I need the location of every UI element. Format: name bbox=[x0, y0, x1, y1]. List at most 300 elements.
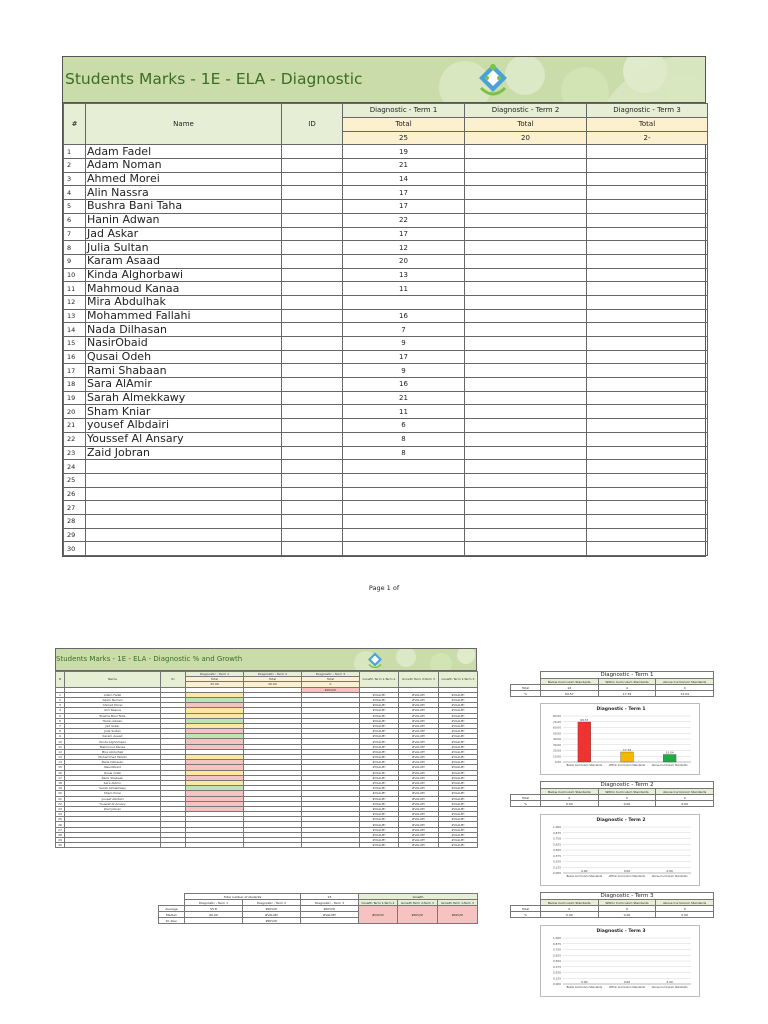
student-row bbox=[64, 350, 708, 364]
growth-row-name: Mahmoud Kanaa bbox=[65, 744, 161, 749]
chart-bar bbox=[621, 752, 634, 762]
summary-avg-t1: 55.8 bbox=[185, 906, 243, 912]
growth-row-term3 bbox=[302, 843, 360, 848]
col-header-term2: Diagnostic - Term 2 bbox=[465, 104, 587, 118]
student-term2-score bbox=[465, 473, 587, 487]
chart-y-tick-label: 0.500 bbox=[552, 959, 561, 963]
student-term3-score bbox=[587, 542, 708, 556]
growth-col-g13: Growth Term 1-Term 3 bbox=[439, 672, 478, 688]
growth-row-g12: #VALUE! bbox=[360, 838, 399, 843]
growth-row-g23: #VALUE! bbox=[399, 812, 439, 817]
growth-row-name: Mira Abdulhak bbox=[65, 749, 161, 754]
student-number: 29 bbox=[64, 528, 86, 542]
growth-row-name: Rami Shabaan bbox=[65, 775, 161, 780]
growth-row-g13: #VALUE! bbox=[439, 832, 478, 837]
student-term1-score bbox=[343, 487, 465, 501]
term3-category-table bbox=[510, 892, 714, 918]
growth-row-g13: #VALUE! bbox=[439, 718, 478, 723]
chart-data-label: 0.00 bbox=[666, 869, 673, 873]
growth-row-g12: #VALUE! bbox=[360, 843, 399, 848]
term1-pct-within: 17.39 bbox=[598, 691, 656, 697]
student-term3-score bbox=[587, 364, 708, 378]
summary-g12-value: #DIV/0! bbox=[359, 906, 398, 924]
student-term2-score bbox=[465, 364, 587, 378]
student-name: Hanin Adwan bbox=[86, 213, 282, 227]
growth-row-number: 1 bbox=[56, 692, 65, 697]
growth-row-g13: #VALUE! bbox=[439, 812, 478, 817]
term1-chart-svg bbox=[541, 704, 701, 776]
col-header-number: # bbox=[64, 104, 86, 145]
term2-pct-below: 0.00 bbox=[541, 801, 599, 807]
student-term3-score bbox=[587, 405, 708, 419]
student-number: 15 bbox=[64, 337, 86, 351]
student-number: 18 bbox=[64, 378, 86, 392]
summary-growth-label: Growth bbox=[359, 894, 478, 900]
growth-row-g13: #VALUE! bbox=[439, 827, 478, 832]
student-term1-score: 13 bbox=[343, 268, 465, 282]
student-name: Kinda Alghorbawi bbox=[86, 268, 282, 282]
term1-total-below: 16 bbox=[541, 685, 599, 691]
chart-category-label: Within Curriculum Standards bbox=[609, 986, 645, 989]
growth-row-g23: #VALUE! bbox=[399, 734, 439, 739]
growth-row-g13: #VALUE! bbox=[439, 729, 478, 734]
growth-row-number: 10 bbox=[56, 739, 65, 744]
growth-row-g12: #VALUE! bbox=[360, 806, 399, 811]
student-id bbox=[282, 542, 343, 556]
student-term3-score bbox=[587, 159, 708, 173]
term2-block bbox=[510, 781, 714, 878]
growth-row-g12: #VALUE! bbox=[360, 723, 399, 728]
student-row bbox=[64, 432, 708, 446]
student-term2-score bbox=[465, 295, 587, 309]
summary-t3-label: Diagnostic - Term 3 bbox=[301, 900, 359, 906]
growth-row-name: Bushra Bani Taha bbox=[65, 713, 161, 718]
growth-row-name bbox=[65, 843, 161, 848]
chart-y-tick-label: 50.00 bbox=[552, 731, 561, 736]
student-name: Youssef Al Ansary bbox=[86, 432, 282, 446]
student-row bbox=[64, 172, 708, 186]
student-row bbox=[64, 268, 708, 282]
student-row bbox=[64, 186, 708, 200]
student-id bbox=[282, 514, 343, 528]
student-number: 2 bbox=[64, 159, 86, 173]
summary-median-label: Median bbox=[159, 912, 185, 918]
growth-row-number: 3 bbox=[56, 703, 65, 708]
term1-cat-above: Above Curriculum Standards bbox=[656, 679, 714, 685]
student-term2-score bbox=[465, 282, 587, 296]
summary-total-students-label: Total number of students bbox=[185, 894, 301, 900]
term2-total-within: 0 bbox=[598, 795, 656, 801]
growth-col-name: Name bbox=[65, 672, 161, 688]
term3-total-label: Total bbox=[587, 117, 708, 131]
chart-y-tick-label: 70.00 bbox=[552, 719, 561, 724]
term3-total-below: 0 bbox=[541, 906, 599, 912]
chart-category-label: Below Curriculum Standards bbox=[566, 986, 603, 989]
growth-row-g12: #VALUE! bbox=[360, 744, 399, 749]
student-term3-score bbox=[587, 446, 708, 460]
chart-y-tick-label: 0.875 bbox=[552, 941, 561, 946]
growth-col-g23: Growth Term 2-Term 3 bbox=[399, 672, 439, 688]
chart-data-label: 0.00 bbox=[581, 980, 588, 984]
term2-pct-above: 0.00 bbox=[656, 801, 714, 807]
student-row bbox=[64, 227, 708, 241]
student-row bbox=[64, 295, 708, 309]
chart-y-tick-label: 0.000 bbox=[552, 982, 561, 986]
student-term2-score bbox=[465, 268, 587, 282]
student-term2-score bbox=[465, 405, 587, 419]
growth-row-name: Sara AlAmir bbox=[65, 780, 161, 785]
growth-row-name: Hanin Adwan bbox=[65, 718, 161, 723]
summary-t1-label: Diagnostic - Term 1 bbox=[185, 900, 243, 906]
chart-data-label: 17.39 bbox=[622, 748, 632, 753]
student-id bbox=[282, 364, 343, 378]
growth-sheet-title-bar bbox=[55, 648, 477, 671]
student-name: Mohammed Fallahi bbox=[86, 309, 282, 323]
growth-row-g23: #VALUE! bbox=[399, 806, 439, 811]
student-term1-score: 11 bbox=[343, 405, 465, 419]
col-header-term3: Diagnostic - Term 3 bbox=[587, 104, 708, 118]
chart-category-label: Below Curriculum Standards bbox=[566, 764, 603, 767]
term1-total-above: 4 bbox=[656, 685, 714, 691]
growth-row-number: 11 bbox=[56, 744, 65, 749]
growth-row-name: Alin Nassra bbox=[65, 708, 161, 713]
student-term2-score bbox=[465, 309, 587, 323]
student-number: 28 bbox=[64, 514, 86, 528]
growth-row-g13: #VALUE! bbox=[439, 692, 478, 697]
growth-row-name: Sarah Almekkawy bbox=[65, 786, 161, 791]
student-term1-score: 14 bbox=[343, 172, 465, 186]
student-id bbox=[282, 159, 343, 173]
student-term2-score bbox=[465, 186, 587, 200]
student-name bbox=[86, 542, 282, 556]
term1-block bbox=[510, 671, 714, 767]
student-term3-score bbox=[587, 350, 708, 364]
chart-data-label: 13.04 bbox=[665, 750, 674, 755]
school-logo-icon bbox=[475, 60, 511, 98]
growth-row-g23: #VALUE! bbox=[399, 703, 439, 708]
chart-y-tick-label: 0.125 bbox=[552, 865, 561, 870]
student-number: 13 bbox=[64, 309, 86, 323]
growth-row-g13: #VALUE! bbox=[439, 801, 478, 806]
growth-row-g23: #VALUE! bbox=[399, 801, 439, 806]
student-number: 10 bbox=[64, 268, 86, 282]
growth-row-number: 4 bbox=[56, 708, 65, 713]
growth-row-name: yousef Albdairi bbox=[65, 796, 161, 801]
term2-total-value: 20 bbox=[465, 131, 587, 145]
growth-t1-total: 25.00 bbox=[186, 682, 244, 687]
growth-row-number: 16 bbox=[56, 770, 65, 775]
col-header-name: Name bbox=[86, 104, 282, 145]
student-row bbox=[64, 473, 708, 487]
term2-category-table bbox=[510, 781, 714, 807]
growth-row-g23: #VALUE! bbox=[399, 760, 439, 765]
growth-row-g12: #VALUE! bbox=[360, 791, 399, 796]
student-term1-score: 6 bbox=[343, 419, 465, 433]
student-term1-score: 12 bbox=[343, 241, 465, 255]
student-term1-score: 9 bbox=[343, 364, 465, 378]
student-name: Rami Shabaan bbox=[86, 364, 282, 378]
student-number: 20 bbox=[64, 405, 86, 419]
chart-y-tick-label: 60.00 bbox=[552, 725, 561, 730]
chart-y-tick-label: 0.375 bbox=[552, 964, 561, 969]
term3-chart bbox=[540, 925, 700, 997]
student-term3-score bbox=[587, 268, 708, 282]
growth-row-number: 18 bbox=[56, 780, 65, 785]
student-term1-score: 17 bbox=[343, 227, 465, 241]
term2-chart bbox=[540, 814, 700, 886]
growth-row-g23: #VALUE! bbox=[399, 838, 439, 843]
student-term2-score bbox=[465, 514, 587, 528]
growth-title-decoration bbox=[326, 649, 476, 671]
growth-row-g23: #VALUE! bbox=[399, 708, 439, 713]
chart-y-tick-label: 80.00 bbox=[552, 714, 561, 718]
summary-std-label: St. Dev. bbox=[159, 918, 185, 924]
growth-t3-error: #DIV/0! bbox=[302, 687, 360, 692]
student-term2-score bbox=[465, 460, 587, 474]
term2-chart-svg bbox=[541, 815, 701, 887]
chart-y-tick-label: 1.000 bbox=[552, 936, 561, 940]
student-name: Adam Fadel bbox=[86, 145, 282, 159]
student-term3-score bbox=[587, 295, 708, 309]
student-name: Mahmoud Kanaa bbox=[86, 282, 282, 296]
student-term2-score bbox=[465, 350, 587, 364]
student-name: Qusai Odeh bbox=[86, 350, 282, 364]
student-term2-score bbox=[465, 200, 587, 214]
term3-total-above: 0 bbox=[656, 906, 714, 912]
chart-data-label: 0.00 bbox=[581, 869, 588, 873]
term3-cat-below: Below Curriculum Standards bbox=[541, 900, 599, 906]
student-name bbox=[86, 514, 282, 528]
chart-y-tick-label: 30.00 bbox=[552, 742, 561, 747]
student-id bbox=[282, 337, 343, 351]
student-name bbox=[86, 460, 282, 474]
summary-median-t1: 60.00 bbox=[185, 912, 243, 918]
growth-row-g12: #VALUE! bbox=[360, 697, 399, 702]
growth-row-g13: #VALUE! bbox=[439, 838, 478, 843]
summary-students-count: 23 bbox=[301, 894, 359, 900]
growth-row-g13: #VALUE! bbox=[439, 791, 478, 796]
growth-row-g23: #VALUE! bbox=[399, 817, 439, 822]
term1-total-value: 25 bbox=[343, 131, 465, 145]
term3-total-row-label: Total bbox=[511, 906, 541, 912]
student-id bbox=[282, 186, 343, 200]
student-term1-score bbox=[343, 460, 465, 474]
growth-row-g13: #VALUE! bbox=[439, 760, 478, 765]
growth-row-g23: #VALUE! bbox=[399, 843, 439, 848]
growth-row-g12: #VALUE! bbox=[360, 749, 399, 754]
chart-y-tick-label: 20.00 bbox=[552, 748, 561, 753]
summary-std-t3 bbox=[301, 918, 359, 924]
growth-row-g12: #VALUE! bbox=[360, 703, 399, 708]
growth-row-g13: #VALUE! bbox=[439, 708, 478, 713]
growth-sheet-title: Students Marks - 1E - ELA - Diagnostic % and Growth bbox=[56, 655, 243, 663]
term1-total-within: 4 bbox=[598, 685, 656, 691]
student-term2-score bbox=[465, 487, 587, 501]
student-rows bbox=[64, 145, 708, 556]
student-term2-score bbox=[465, 241, 587, 255]
chart-data-label: 0.00 bbox=[623, 980, 631, 984]
student-number: 22 bbox=[64, 432, 86, 446]
term1-pct-row-label: % bbox=[511, 691, 541, 697]
col-header-id: ID bbox=[282, 104, 343, 145]
growth-row-name: Qusai Odeh bbox=[65, 770, 161, 775]
growth-row-name: Zaid Jobran bbox=[65, 806, 161, 811]
summary-avg-t2: #DIV/0! bbox=[243, 906, 301, 912]
growth-col-term3: Diagnostic - Term 3 bbox=[302, 672, 360, 677]
student-id bbox=[282, 200, 343, 214]
growth-row-g12: #VALUE! bbox=[360, 734, 399, 739]
chart-y-tick-label: 0.125 bbox=[552, 976, 561, 981]
growth-row-g12: #VALUE! bbox=[360, 832, 399, 837]
student-term1-score: 22 bbox=[343, 213, 465, 227]
student-number: 12 bbox=[64, 295, 86, 309]
growth-row-g23: #VALUE! bbox=[399, 796, 439, 801]
student-name: Sara AlAmir bbox=[86, 378, 282, 392]
growth-row-g23: #VALUE! bbox=[399, 765, 439, 770]
growth-row-name: Mohammed Fallahi bbox=[65, 755, 161, 760]
growth-row-g12: #VALUE! bbox=[360, 817, 399, 822]
growth-row-g13: #VALUE! bbox=[439, 817, 478, 822]
term2-pct-within: 0.00 bbox=[598, 801, 656, 807]
term2-total-above: 0 bbox=[656, 795, 714, 801]
term3-total-within: 0 bbox=[598, 906, 656, 912]
sheet-title-bar bbox=[63, 57, 705, 103]
student-name: Adam Noman bbox=[86, 159, 282, 173]
student-number: 26 bbox=[64, 487, 86, 501]
student-id bbox=[282, 323, 343, 337]
student-term1-score bbox=[343, 514, 465, 528]
student-term3-score bbox=[587, 145, 708, 159]
growth-row-g13: #VALUE! bbox=[439, 770, 478, 775]
growth-row-g12: #VALUE! bbox=[360, 801, 399, 806]
term1-total-row-label: Total bbox=[511, 685, 541, 691]
growth-row-g23: #VALUE! bbox=[399, 780, 439, 785]
student-name bbox=[86, 473, 282, 487]
growth-row-g13: #VALUE! bbox=[439, 796, 478, 801]
growth-row-g23: #VALUE! bbox=[399, 739, 439, 744]
student-name bbox=[86, 528, 282, 542]
term1-pct-above: 13.04 bbox=[656, 691, 714, 697]
student-row bbox=[64, 378, 708, 392]
growth-row-g12: #VALUE! bbox=[360, 822, 399, 827]
growth-row-name: Nada Dilhasan bbox=[65, 760, 161, 765]
growth-row-number: 25 bbox=[56, 817, 65, 822]
student-id bbox=[282, 350, 343, 364]
growth-row-g13: #VALUE! bbox=[439, 765, 478, 770]
student-term3-score bbox=[587, 501, 708, 515]
student-name: Jad Askar bbox=[86, 227, 282, 241]
student-number: 14 bbox=[64, 323, 86, 337]
chart-y-tick-label: 40.00 bbox=[552, 737, 561, 741]
student-name: Sham Kniar bbox=[86, 405, 282, 419]
student-name: Julia Sultan bbox=[86, 241, 282, 255]
growth-row-g13: #VALUE! bbox=[439, 697, 478, 702]
student-id bbox=[282, 172, 343, 186]
student-term3-score bbox=[587, 241, 708, 255]
student-term3-score bbox=[587, 309, 708, 323]
growth-row-g12: #VALUE! bbox=[360, 729, 399, 734]
col-header-term1: Diagnostic - Term 1 bbox=[343, 104, 465, 118]
growth-row-g13: #VALUE! bbox=[439, 749, 478, 754]
summary-g13-label: Growth Term 1-Term 3 bbox=[438, 900, 478, 906]
chart-bar bbox=[578, 722, 591, 762]
student-term1-score: 11 bbox=[343, 282, 465, 296]
chart-y-tick-label: 0.250 bbox=[552, 970, 561, 975]
student-term1-score: 19 bbox=[343, 145, 465, 159]
growth-row-number: 14 bbox=[56, 760, 65, 765]
term2-total-row-label: Total bbox=[511, 795, 541, 801]
growth-t2-total-label: Total bbox=[244, 677, 302, 682]
student-term1-score: 20 bbox=[343, 254, 465, 268]
growth-row-g12: #VALUE! bbox=[360, 765, 399, 770]
growth-row-g13: #VALUE! bbox=[439, 734, 478, 739]
growth-row-g23: #VALUE! bbox=[399, 786, 439, 791]
student-number: 23 bbox=[64, 446, 86, 460]
student-number: 11 bbox=[64, 282, 86, 296]
student-id bbox=[282, 227, 343, 241]
growth-row-g23: #VALUE! bbox=[399, 729, 439, 734]
growth-row-number: 13 bbox=[56, 755, 65, 760]
growth-row-g13: #VALUE! bbox=[439, 744, 478, 749]
student-term1-score: 9 bbox=[343, 337, 465, 351]
student-row bbox=[64, 391, 708, 405]
growth-row-number: 21 bbox=[56, 796, 65, 801]
student-id bbox=[282, 145, 343, 159]
summary-t2-label: Diagnostic - Term 2 bbox=[243, 900, 301, 906]
student-id bbox=[282, 405, 343, 419]
term3-total-value: 2- bbox=[587, 131, 708, 145]
growth-row-number: 9 bbox=[56, 734, 65, 739]
growth-row-g23: #VALUE! bbox=[399, 791, 439, 796]
growth-row-g13: #VALUE! bbox=[439, 775, 478, 780]
growth-row-name: Julia Sultan bbox=[65, 729, 161, 734]
student-term3-score bbox=[587, 200, 708, 214]
student-term1-score bbox=[343, 528, 465, 542]
growth-row bbox=[56, 843, 478, 848]
student-number: 8 bbox=[64, 241, 86, 255]
student-name: Ahmed Morei bbox=[86, 172, 282, 186]
student-term1-score: 16 bbox=[343, 378, 465, 392]
growth-row-g23: #VALUE! bbox=[399, 718, 439, 723]
growth-row-g23: #VALUE! bbox=[399, 827, 439, 832]
student-term2-score bbox=[465, 145, 587, 159]
growth-row-g12: #VALUE! bbox=[360, 796, 399, 801]
student-name: NasirObaid bbox=[86, 337, 282, 351]
term3-pct-within: 0.00 bbox=[598, 912, 656, 918]
growth-rows bbox=[56, 692, 478, 848]
term2-cat-below: Below Curriculum Standards bbox=[541, 789, 599, 795]
chart-category-label: Below Curriculum Standards bbox=[566, 875, 603, 878]
growth-row-number: 2 bbox=[56, 697, 65, 702]
student-term1-score: 21 bbox=[343, 159, 465, 173]
growth-row-g13: #VALUE! bbox=[439, 713, 478, 718]
term3-cat-within: Within Curriculum Standards bbox=[598, 900, 656, 906]
growth-row-number: 28 bbox=[56, 832, 65, 837]
student-row bbox=[64, 337, 708, 351]
student-term3-score bbox=[587, 172, 708, 186]
student-term3-score bbox=[587, 514, 708, 528]
growth-row-number: 5 bbox=[56, 713, 65, 718]
growth-row-g13: #VALUE! bbox=[439, 780, 478, 785]
student-term1-score: 7 bbox=[343, 323, 465, 337]
growth-sheet bbox=[55, 648, 477, 848]
student-row bbox=[64, 241, 708, 255]
term1-total-label: Total bbox=[343, 117, 465, 131]
chart-category-label: Above Curriculum Standards bbox=[651, 875, 688, 878]
growth-row-g12: #VALUE! bbox=[360, 708, 399, 713]
student-term3-score bbox=[587, 378, 708, 392]
growth-row-g12: #VALUE! bbox=[360, 760, 399, 765]
